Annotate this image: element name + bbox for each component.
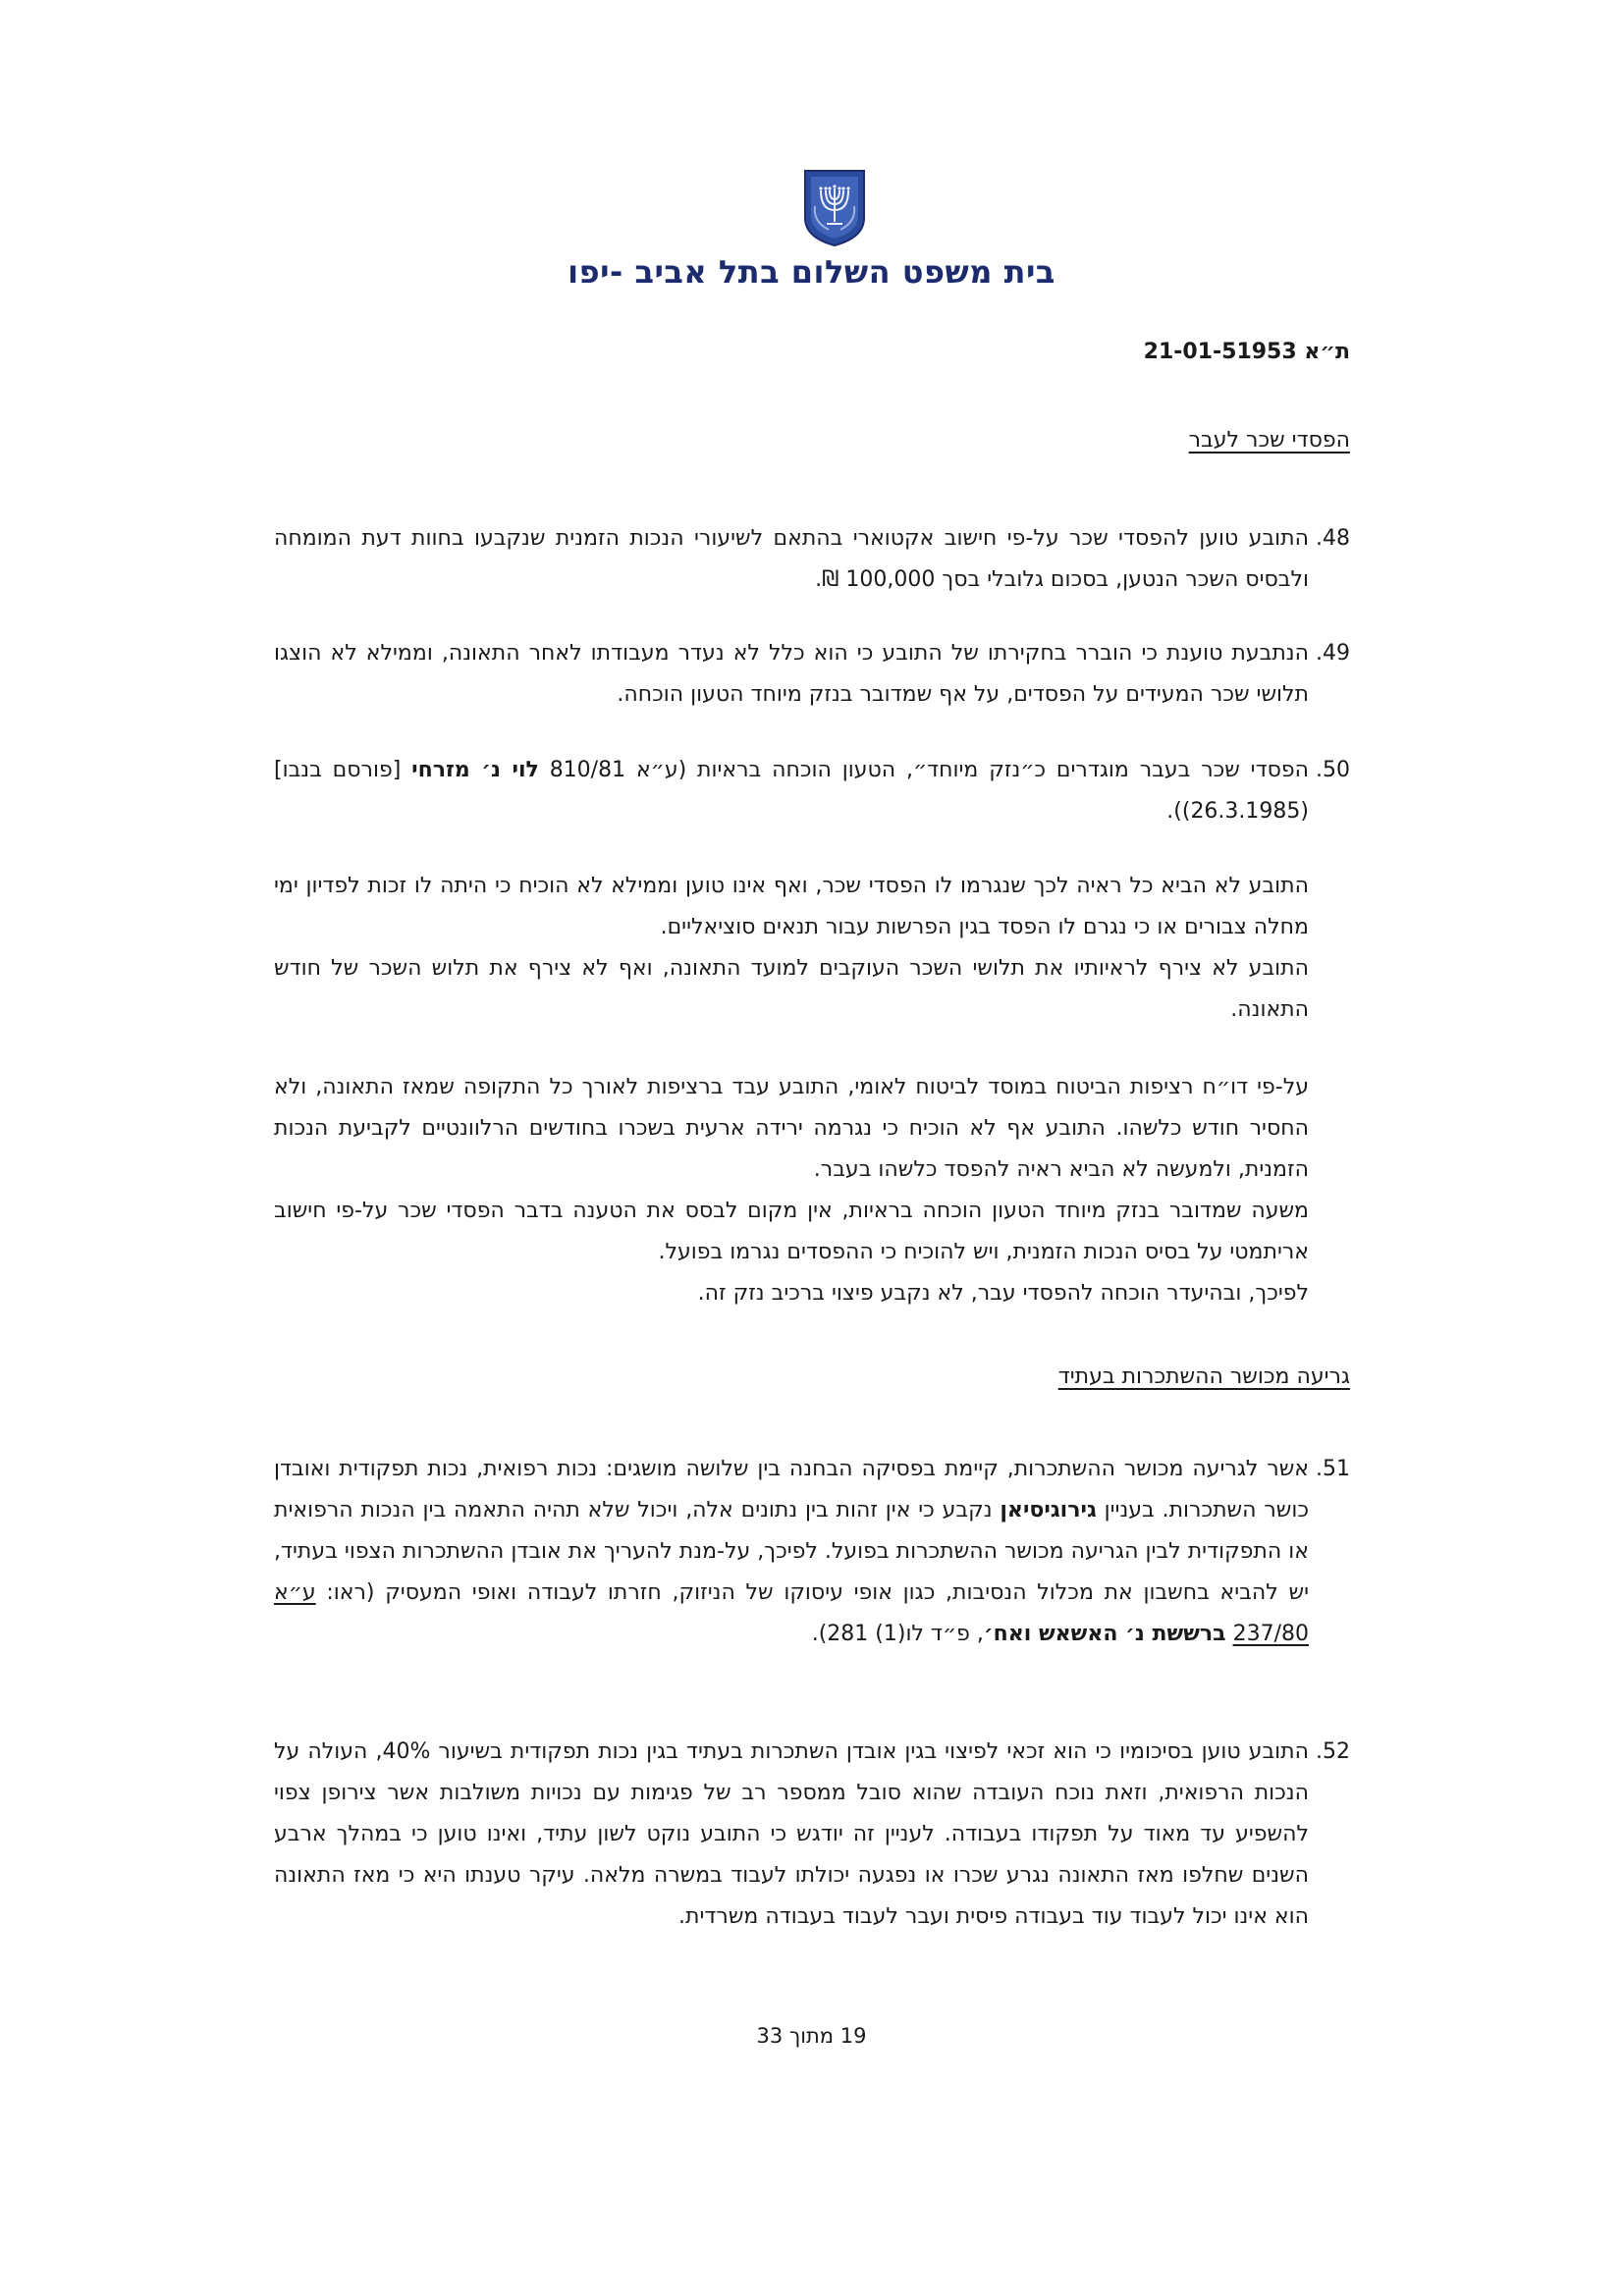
paragraph-item bbox=[274, 633, 1350, 716]
paragraph-line: משעה שמדובר בנזק מיוחד הטעון הוכחה בראיות, אין מקום לבסס את הטענה בדבר הפסדי שכר על-פי חישוב אריתמטי על בסיס הנכות הזמנית, ויש להוכיח כי ההפסדים נגרמו בפועל. bbox=[274, 1199, 1309, 1264]
paragraph-block bbox=[274, 866, 1309, 1031]
section-heading-future-earnings: גריעה מכושר ההשתכרות בעתיד bbox=[1057, 1364, 1350, 1389]
paragraph-number: 48. bbox=[1316, 526, 1350, 551]
case-name: גירוגיסיאן bbox=[1000, 1498, 1097, 1522]
paragraph-text: התובע טוען להפסדי שכר על-פי חישוב אקטוארי בהתאם לשיעורי הנכות הזמנית שנקבעו בחוות דעת המומחה ולבסיס השכר הנטען, בסכום גלובלי בסך 100,000 ₪. bbox=[274, 526, 1309, 592]
paragraph-item bbox=[274, 518, 1350, 601]
paragraph-line: התובע לא צירף לראיותיו את תלושי השכר העוקבים למועד התאונה, ואף לא צירף את תלוש השכר של חודש התאונה. bbox=[274, 956, 1309, 1022]
court-name: בית משפט השלום בתל אביב -יפו bbox=[568, 253, 1055, 291]
paragraph-text: הנתבעת טוענת כי הוברר בחקירתו של התובע כי הוא כלל לא נעדר מעבודתו לאחר התאונה, וממילא לא הוצגו תלושי שכר המעידים על הפסדים, על אף שמדובר בנזק מיוחד הטעון הוכחה. bbox=[274, 641, 1309, 707]
paragraph-line: התובע לא הביא כל ראיה לכך שנגרמו לו הפסדי שכר, ואף אינו טוען וממילא לא הוכיח כי היתה לו זכות לפדיון ימי מחלה צבורים או כי נגרם לו הפסד בגין הפרשות עבור תנאים סוציאליים. bbox=[274, 874, 1309, 939]
paragraph-item bbox=[274, 1732, 1350, 1938]
paragraph-number: 52. bbox=[1316, 1739, 1350, 1764]
paragraph-number: 51. bbox=[1316, 1457, 1350, 1481]
page-indicator: 19 מתוך 33 bbox=[756, 2024, 867, 2048]
case-number: ת״א 21-01-51953 bbox=[1143, 340, 1350, 364]
paragraph-text: התובע טוען בסיכומיו כי הוא זכאי לפיצוי בגין אובדן השתכרות בעתיד בגין נכות תפקודית בשיעור 40%, העולה על הנכות הרפואית, וזאת נוכח העובדה שהוא סובל ממספר רב של פגימות עם נכויות משולבות אשר צירופן צפוי להשפיע עד מאוד על תפקודו בעבודה. לעניין זה יודגש כי התובע נוקט לשון עתיד, ואינו טוען כי במהלך ארבע השנים שחלפו מאז התאונה נגרע שכרו או נפגעה יכולתו לעבוד במשרה מלאה. עיקר טענתו היא כי מאז התאונה הוא אינו יכול לעבוד עוד בעבודה פיסית ועבר לעבוד בעבודה משרדית. bbox=[274, 1739, 1310, 1929]
paragraph-text bbox=[274, 750, 1309, 832]
paragraph-number: 50. bbox=[1316, 758, 1350, 782]
text-run: נקבע כי אין זהות בין נתונים אלה, ויכול שלא תהיה התאמה בין הנכות הרפואית או התפקודית לבין הגריעה מכושר ההשתכרות בפועל. לפיכך, על-מנת להעריך את אובדן ההשתכרות הצפוי בעתיד, יש להביא בחשבון את מכלול הנסיבות, כגון אופי עיסוקו של הניזוק, חזרתו לעבודה ואופי המעסיק (ראו: bbox=[274, 1498, 1309, 1605]
section-heading-past-earnings: הפסדי שכר לעבר bbox=[1188, 428, 1350, 453]
text-run: , פ״ד לו(1) 281). bbox=[811, 1622, 984, 1646]
case-name: לוי נ׳ מזרחי bbox=[411, 758, 539, 782]
paragraph-line: על-פי דו״ח רציפות הביטוח במוסד לביטוח לאומי, התובע עבד ברציפות לאורך כל התקופה שמאז התאונה, ולא החסיר חודש כלשהו. התובע אף לא הוכיח כי נגרמה ירידה ארעית בשכרו בחודשים הרלוונטיים לקביעת הנכות הזמנית, ולמעשה לא הביא ראיה להפסד כלשהו בעבר. bbox=[274, 1075, 1309, 1182]
paragraph-block bbox=[274, 1067, 1309, 1314]
text-run: [פורסם בנבו] (26.3.1985)). bbox=[274, 758, 1309, 824]
citation-link[interactable]: ע״א 237/80 bbox=[274, 1580, 1309, 1646]
state-emblem-icon bbox=[801, 167, 868, 247]
paragraph-item bbox=[274, 750, 1350, 832]
paragraph-item bbox=[274, 1449, 1350, 1655]
paragraph-number: 49. bbox=[1316, 641, 1350, 666]
case-name: ברששת נ׳ האשאש ואח׳ bbox=[983, 1622, 1226, 1646]
paragraph-line: לפיכך, ובהיעדר הוכחה להפסדי עבר, לא נקבע פיצוי ברכיב נזק זה. bbox=[697, 1281, 1309, 1306]
text-run: אשר לגריעה מכושר ההשתכרות, קיימת בפסיקה הבחנה בין שלושה מושגים: נכות רפואית, נכות תפקודית ואובדן כושר השתכרות. בעניין bbox=[274, 1457, 1309, 1522]
text-run: הפסדי שכר בעבר מוגדרים כ״נזק מיוחד״, הטעון הוכחה בראיות (ע״א 810/81 bbox=[538, 758, 1310, 782]
paragraph-text bbox=[274, 1449, 1309, 1655]
text-run bbox=[1226, 1622, 1233, 1646]
